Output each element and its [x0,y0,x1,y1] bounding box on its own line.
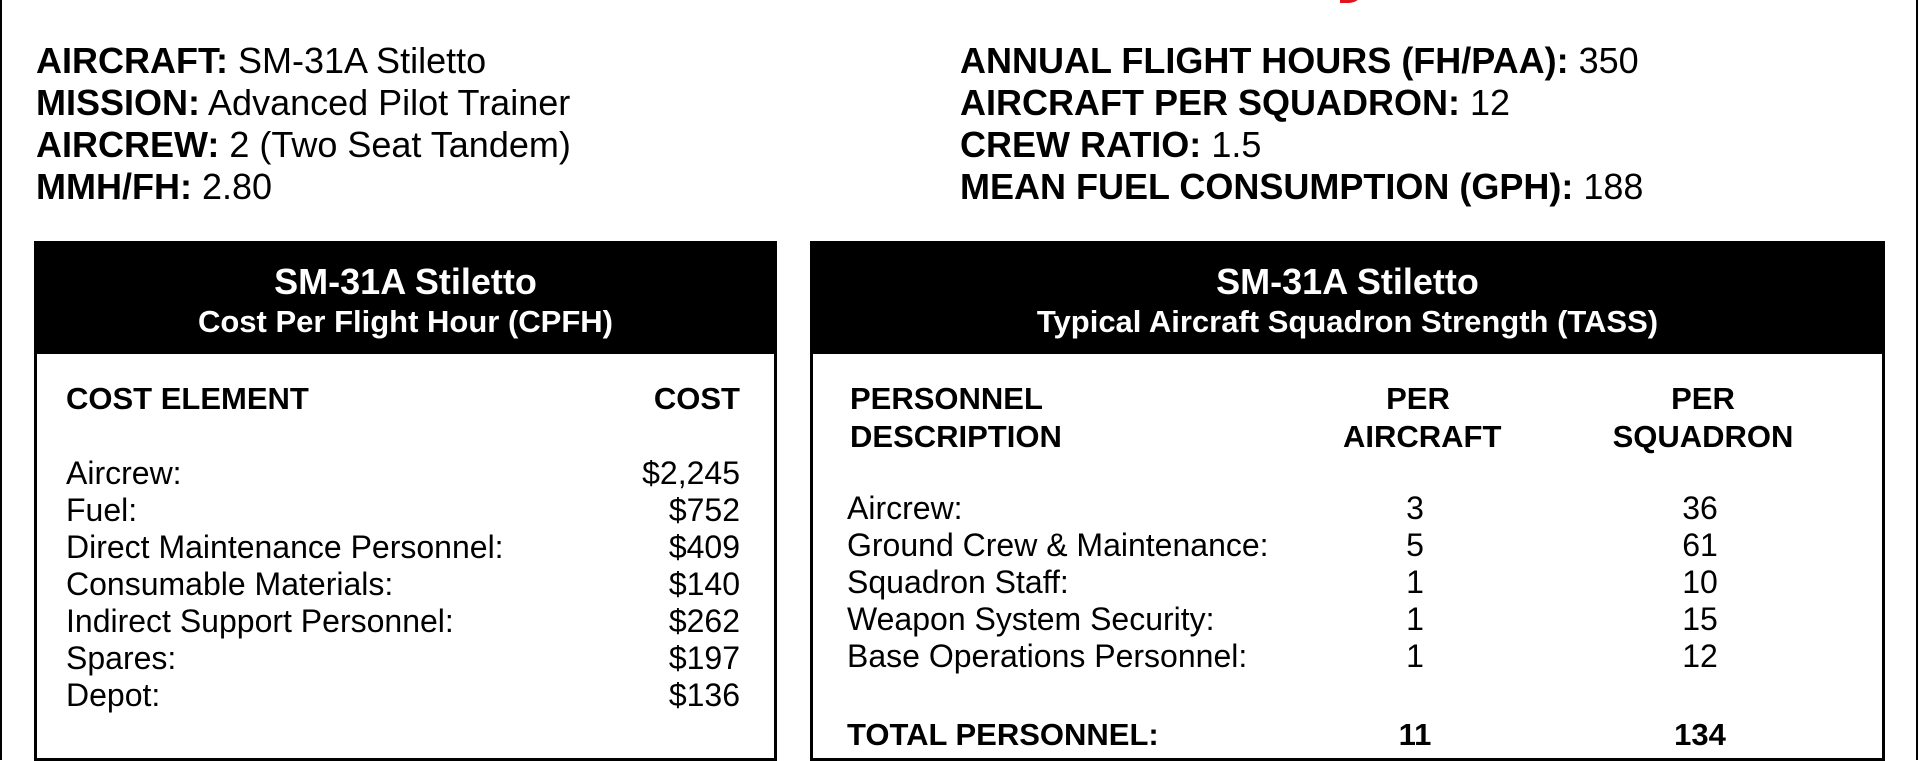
tass-title: SM-31A Stiletto [1216,261,1479,302]
cpfh-header [37,244,774,354]
cpfh-col-cost: COST [653,381,740,416]
table-row: Spares: $197 [66,640,740,676]
table-row: Fuel: $752 [66,492,740,528]
tass-col-per-squadron: PER SQUADRON [1612,381,1794,454]
cpfh-col-element: COST ELEMENT [66,381,309,416]
tass-col-per-aircraft: PER AIRCRAFT [1343,381,1502,454]
cpfh-title: SM-31A Stiletto [274,261,537,302]
table-row: Aircrew: $2,245 [66,455,740,491]
table-row: Direct Maintenance Personnel: $409 [66,529,740,565]
table-row: Indirect Support Personnel: $262 [66,603,740,639]
table-row: Base Operations Personnel: 1 12 [847,638,1718,674]
tass-header [813,244,1882,354]
tass-col-description: PERSONNEL DESCRIPTION [850,381,1062,454]
table-row: Aircrew: 3 36 [847,490,1718,526]
spec-list-left [36,40,571,208]
table-row: Depot: $136 [66,677,740,713]
tass-subtitle: Typical Aircraft Squadron Strength (TASS) [1036,304,1659,339]
table-row: Squadron Staff: 1 10 [847,564,1718,600]
cpfh-panel [34,241,777,761]
spec-crew-ratio: CREW RATIO: 1.5 [960,124,1262,165]
spec-aircraft-per-squadron: AIRCRAFT PER SQUADRON: 12 [960,82,1511,123]
table-row: Weapon System Security: 1 15 [847,601,1718,637]
table-row: Ground Crew & Maintenance: 5 61 [847,527,1718,563]
cpfh-subtitle: Cost Per Flight Hour (CPFH) [197,304,614,339]
table-row: Consumable Materials: $140 [66,566,740,602]
tass-total-row: TOTAL PERSONNEL: 11 134 [847,717,1726,752]
spec-fuel-consumption: MEAN FUEL CONSUMPTION (GPH): 188 [960,166,1644,207]
spec-aircraft: AIRCRAFT: SM-31A Stiletto [36,40,487,81]
spec-mmh-fh: MMH/FH: 2.80 [36,166,273,207]
spec-annual-hours: ANNUAL FLIGHT HOURS (FH/PAA): 350 [960,40,1639,81]
tass-table-body [847,490,1847,675]
cpfh-table-body [66,455,740,714]
spec-mission: MISSION: Advanced Pilot Trainer [36,82,571,123]
spec-list-right [960,40,1643,208]
spec-aircrew: AIRCREW: 2 (Two Seat Tandem) [36,124,571,165]
